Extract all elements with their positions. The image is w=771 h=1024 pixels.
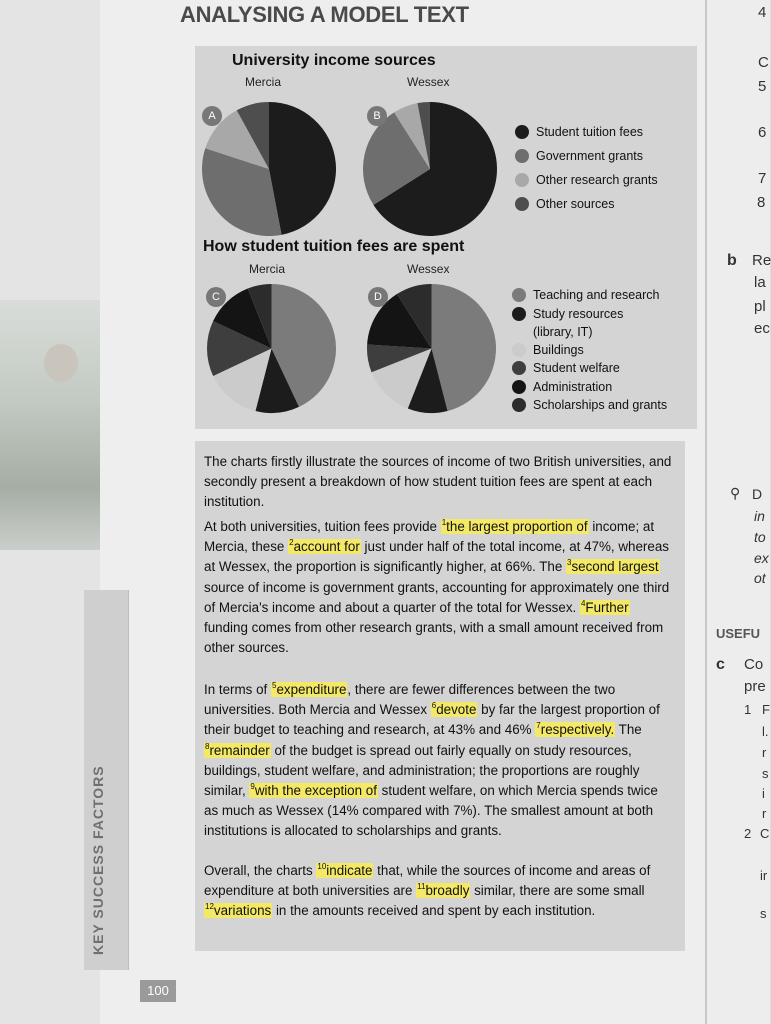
pie-slice	[269, 102, 336, 235]
facing-text: ex	[754, 550, 769, 566]
facing-text: s	[760, 906, 767, 921]
facing-text: ec	[754, 320, 770, 337]
highlight-phrase: $^{11}$broadly	[417, 882, 470, 899]
facing-text: to	[754, 529, 766, 545]
legend-swatch	[512, 361, 526, 375]
facing-text: Re	[752, 252, 771, 269]
highlight-phrase: $^9$with the exception of	[250, 782, 377, 799]
column-rule	[128, 590, 129, 970]
legend-swatch	[515, 125, 529, 139]
legend-item: Other sources	[515, 192, 658, 216]
facing-text: 4	[758, 4, 767, 21]
facing-text: s	[762, 766, 769, 781]
facing-text: l.	[762, 724, 769, 739]
legend-swatch	[512, 398, 526, 412]
facing-text: c	[716, 656, 725, 673]
facing-text: F	[762, 702, 770, 717]
badge-a: A	[202, 106, 222, 126]
legend-item: Government grants	[515, 144, 658, 168]
legend-item: Buildings	[512, 341, 667, 360]
paragraph-income: At both universities, tuition fees provide $^1$the largest proportion of income; at Mercia, these $^2$account for just under half of the total income, at 47%, whereas at Wessex, the proportion is significantly higher, at 66%. The $^3$second largest source of income is government grants, accounting for approximately one third of Mercia's income and about a quarter of the total for Wessex. $^4$Further funding comes from other research grants, with a small amount received from other sources.	[204, 518, 670, 656]
facing-text: 2	[744, 826, 752, 841]
page-number: 100	[140, 980, 176, 1002]
legend-item: Teaching and research	[512, 286, 667, 305]
chart-a-name: Mercia	[245, 75, 282, 89]
highlight-phrase: $^8$remainder	[205, 741, 270, 758]
facing-text: 5	[758, 78, 767, 95]
margin-photo	[0, 300, 100, 550]
chart-b-name: Wessex	[407, 75, 450, 89]
highlight-phrase: $^7$respectively.	[536, 721, 615, 738]
badge-b: B	[367, 106, 387, 126]
facing-text: r	[762, 806, 767, 821]
facing-text: pl	[754, 298, 766, 315]
facing-text: la	[754, 274, 766, 291]
facing-text: C	[758, 54, 769, 71]
legend-swatch	[515, 197, 529, 211]
badge-c: C	[206, 287, 226, 307]
facing-text: 6	[758, 124, 767, 141]
highlight-phrase: $^5$expenditure	[271, 681, 347, 697]
highlight-phrase: $^3$second largest	[567, 558, 659, 575]
income-chart-title: University income sources	[232, 52, 436, 69]
highlight-phrase: $^{10}$indicate	[317, 862, 373, 878]
facing-text: C	[760, 826, 770, 841]
photo-figure	[44, 344, 78, 382]
legend-swatch	[515, 173, 529, 187]
facing-text: 1	[744, 702, 752, 717]
legend-swatch	[512, 380, 526, 394]
side-tab-label: KEY SUCCESS FACTORS	[90, 765, 106, 955]
chart-c-name: Mercia	[249, 262, 286, 276]
legend-item: Study resources (library, IT)	[512, 305, 667, 341]
facing-heading: USEFU	[716, 626, 761, 641]
facing-text: pre	[744, 678, 766, 695]
paragraph-intro: The charts firstly illustrate the sources of income of two British universities, and secondly present a breakdown of how student tuition fees are spent at each institution.	[204, 454, 672, 510]
facing-text: 8	[757, 194, 766, 211]
facing-text: Co	[744, 656, 764, 673]
facing-text: i	[762, 786, 765, 801]
highlight-phrase: $^4$Further	[580, 598, 629, 615]
facing-text: b	[727, 252, 737, 269]
highlight-phrase: $^6$devote	[431, 701, 477, 718]
chart-d-name: Wessex	[407, 262, 450, 276]
pie-chart-c	[207, 284, 336, 413]
legend-item: Administration	[512, 378, 667, 397]
highlight-phrase: $^{12}$variations	[205, 902, 272, 919]
legend-item: Other research grants	[515, 168, 658, 192]
legend-item: Student welfare	[512, 359, 667, 378]
paragraph-overall: Overall, the charts $^{10}$indicate that, while the sources of income and areas of expenditure at both universities are $^{11}$broadly similar, there are some small $^{12}$variations in the amounts received and spent by each institution.	[204, 862, 651, 919]
pie-chart-a	[202, 102, 336, 236]
facing-text: ot	[754, 570, 766, 586]
page-title: ANALYSING A MODEL TEXT	[180, 2, 469, 27]
spending-chart-title: How student tuition fees are spent	[203, 238, 465, 255]
facing-text: in	[754, 508, 765, 524]
badge-d: D	[368, 287, 388, 307]
legend-item: Scholarships and grants	[512, 396, 667, 415]
facing-text: 7	[758, 170, 767, 187]
pie-chart-d	[367, 284, 496, 413]
legend-swatch	[515, 149, 529, 163]
facing-text: r	[762, 745, 767, 760]
facing-text: ir	[760, 868, 768, 883]
legend-swatch	[512, 343, 526, 357]
highlight-phrase: $^1$the largest proportion of	[441, 518, 588, 534]
spending-legend	[512, 286, 667, 415]
legend-item: Student tuition fees	[515, 120, 658, 144]
facing-text: D	[752, 486, 763, 502]
highlight-phrase: $^2$account for	[289, 538, 360, 555]
paragraph-expenditure: In terms of $^5$expenditure, there are fewer differences between the two universities. Both Mercia and Wessex $^6$devote by far the largest proportion of their budget to teaching and research, at 43% and 46% $^7$respectively. The $^8$remainder of the budget is spread out fairly equally on study resources, buildings, student welfare, and administration; the proportions are roughly similar, $^9$with the exception of student welfare, on which Mercia spends twice as much as Wessex (14% compared with 7%). The smallest amount at both institutions is allocated to scholarships and grants.	[204, 681, 660, 839]
income-legend	[515, 120, 658, 216]
legend-swatch	[512, 288, 526, 302]
search-icon: ⚲	[730, 485, 741, 501]
legend-swatch	[512, 307, 526, 321]
